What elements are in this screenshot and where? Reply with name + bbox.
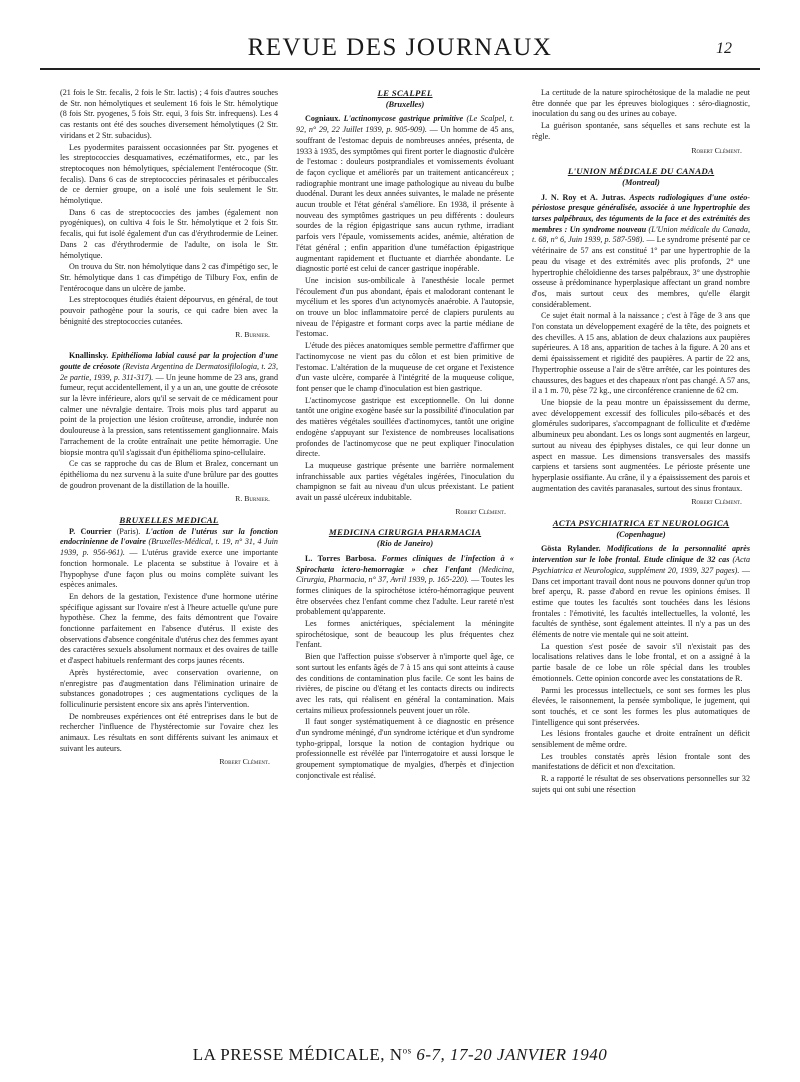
paragraph: Dans 6 cas de streptococcies des jambes (également non pyogéniques), on cultiva 4 fois le Str. hémolytique et 2 fois Str. fecalis, qui fut isolé également d'un cas d'érythrodermie de Leiner. Dans 2 cas d'érythrodermie de l'adulte, on isola le Str. hémolytique. [60,207,278,260]
journal-title: BRUXELLES MEDICAL [119,515,219,526]
paragraph: La muqueuse gastrique présente une barrière normalement infranchissable aux parties végétales ingérées, l'inoculation du champignon se fait au niveau d'un ulcus préexistant. Le patient avait un passé ulcéreux indubitable. [296,460,514,503]
paragraph: Ce sujet était normal à la naissance ; c'est à l'âge de 3 ans que l'on constata un développement exagéré de la tête, des poignets et des chevilles. A 15 ans, ablation de deux chalazions aux paupières supérieures. A 18 ans, apparition de taches à la figure. A 20 ans et demi épaississement et rigidité des paupières. A partir de 22 ans, l'hypertrophie osseuse a l'air de s'être arrêtée, car les pointures des chaussures, des bagues et des chapeaux n'ont pas changé. A 57 ans, il a 1 m. 70, pèse 72 kg., une circonférence cranienne de 62 cm. [532,311,750,396]
article-title: L'action de l'utérus sur la fonction endocrinienne de l'ovaire [60,526,278,547]
journal-city: (Rio de Janeiro) [376,539,434,549]
paragraph: L'actinomycose gastrique est exceptionnelle. On lui donne tantôt une origine exogène basée sur la possibilité d'inoculation par des matières végétales souillées d'actinomyces, tantôt une origine endogène s'appuyant sur l'existence de nombreuses localisations profondes de l'actinomycose que ne peut expliquer l'inoculation directe. [296,395,514,459]
paragraph: Une biopsie de la peau montre un épaississement du derme, avec développement excessif des follicules pilo-sébacés et des glomérules sudoripares, s'accompagnant de folliculite et d'œdème albumineux peu abondant. Les os longs sont augmentés en largeur, surtout au niveau des épiphyses distales, ce qui leur donne un aspect en massue. Les dimensions transversales des massifs carpiens et tarsiens sont augmentées. Le périoste présente une hyperplasie ossifiante. Au crâne, il y a épaississement des parois et augmentation des cavités paranasales, surtout des sinus frontaux. [532,397,750,493]
author-signature: Robert Clément. [455,506,506,516]
paragraph: — Toutes les formes cliniques de la spirochétose ictéro-hémorragique peuvent être observées chez l'enfant comme chez l'adulte. Leur rareté n'est probablement qu'apparente. [296,575,514,617]
article-heading [532,544,750,640]
paragraph: Parmi les processus intellectuels, ce sont ses formes les plus élevées, le raisonnement, la pensée symbolique, le jugement, qui sont touchés, et ce sont les formes les plus automatiques de l'intelligence qui sont préservées. [532,685,750,727]
paragraph: Il faut songer systématiquement à ce diagnostic en présence d'un syndrome méningé, d'un syndrome ictérique et d'un syndrome typho-grippal, lorsque la notion de contagion hydrique ou professionnelle est révélée par l'interrogatoire et aussi lorsque le groupement symptomatique de myalgies, d'herpès et d'injection conjonctivale est réalisé. [296,717,514,780]
article-title: Formes cliniques de l'infection à « Spirochæta ictero-hemorragiæ » chez l'enfant [296,553,514,574]
article-title: Epithélioma labial causé par la projection d'une goutte de créosote [60,351,278,371]
article-title: L'actinomycose gastrique primitive [343,114,464,124]
author-signature: Robert Clément. [691,145,742,155]
paragraph: La question s'est posée de savoir s'il n'existait pas des localisations relatives dans le lobe frontal, et on a assigné à la partie basale de ce lobe un rôle spécial dans les troubles émotionnels. Cette opinion concorde avec les constatations de R. [532,641,750,683]
article-source: (L'Union médicale du Canada, t. 68, n° 6, Juin 1939, p. 587-598). [532,224,750,245]
author-signature: R. Burnier. [235,494,270,504]
paragraph: — Dans cet important travail dont nous ne pouvons donner qu'un trop bref aperçu, R. passe d'abord en revue les opinions émises. Il estime que toutes les facultés sont touchées dans les lésions frontales : l'émotivité, les facultés intellectuelles, la volonté, les facultés de synthèse, sont également atteintes. Il n'y a pas un des éléments de notre vie mentale qui ne soit atteint. [532,565,750,640]
paragraph: Les streptocoques étudiés étaient dépourvus, en général, de tout pouvoir pathogène pour la souris, ce qui cadre bien avec la bénignité des streptococcies cutanées. [60,295,278,326]
article-author-city: (Paris). [116,526,141,536]
paragraph: On trouva du Str. non hémolytique dans 2 cas d'impétigo sec, le Str. hémolytique dans 1 cas d'impétigo de Tilbury Fox, enfin de l'entérocoque dans un ulcère de jambe. [60,262,278,293]
journal-city: (Bruxelles) [385,99,425,109]
journal-title: LE SCALPEL [377,88,433,98]
article-author: Knallinsky. [69,351,109,361]
paragraph: Bien que l'affection puisse s'observer à n'importe quel âge, ce sont surtout les enfants âgés de 7 à 15 ans qui sont atteints à cause des conditions de contamination plus facile. Ce sont les bains de rivières, de piscine ou d'étang et les contacts directs ou indirects avec les rats, qui réalisent en général la contamination. Mais certains milieux professionnels peuvent jouer un rôle. [296,652,514,715]
article-heading [296,554,514,618]
footer-journal: LA PRESSE MÉDICALE, N [192,1045,403,1064]
section-title: REVUE DES JOURNAUX [247,34,553,61]
paragraph: — Un homme de 45 ans, souffrant de l'estomac depuis de nombreuses années, présenta, de 1933 à 1935, des symptômes qui firent porter le diagnostic d'ulcère de l'estomac : douleurs postprandiales et vomissements évoluant de façon cyclique et améliorés par un traitement anticancéreux ; radiographie montrant une image pathologique au niveau du bulbe duodénal. Durant les deux années suivantes, le malade ne présente aucun trouble et l'état général s'améliore. En 1938, il présente à nouveau des symptômes gastriques un peu différents : douleurs sourdes de la région épigastrique sans aucun rythme, irradiant parfois vers l'épaule, vomissements acides, anémie, altération de l'état général ; enfin apparition d'une tuméfaction épigastrique augmentant rapidement et fluctuante et diarrhée abondante. Le diagnostic porté est celui de cancer gastrique inopérable. [296,125,514,274]
article-source: (Le Scalpel, t. 92, n° 29, 22 Juillet 1939, p. 905-909). [296,114,514,135]
article-source: (Medicina, Cirurgia, Pharmacia, n° 37, Avril 1939, p. 165-220). [296,564,514,585]
article-heading [60,527,278,591]
author-signature: R. Burnier. [235,330,270,340]
article-title: Modifications de la personnalité après intervention sur le lobe frontal. Etude clinique de 32 cas [532,544,750,565]
paragraph: Ce cas se rapproche du cas de Blum et Bralez, concernant un épithélioma du nez survenu à la suite d'une brûlure par des gouttes de goudron provenant de la distillation de la houille. [60,459,278,490]
article-columns [60,88,750,1020]
footer-issue: 6-7, 17-20 JANVIER 1940 [416,1045,608,1064]
article-heading [532,193,750,311]
paragraph: En dehors de la gestation, l'existence d'une hormone utérine spécifique agissant sur l'ovaire n'est à l'heure actuelle qu'une pure hypothèse. Chez la femme, des faits démontrent que l'ovaire fonctionne parfaitement en l'absence d'utérus. Il existe des observations d'absence congénitale d'utérus chez des femmes ayant des caractères sexuels absolument normaux et des ovaires de taille et d'aspect habituels renfermant des corps jaunes récents. [60,591,278,666]
article-author: L. Torres Barbosa. [305,553,377,563]
paragraph: Après hystérectomie, avec conservation ovarienne, on n'enregistre pas d'augmentation dans l'élimination urinaire de substances gonadotropes ; ces augmentations cycliques de la folliculinurie persistent encore six ans après l'intervention. [60,667,278,709]
paragraph: — L'utérus gravide exerce une importante fonction hormonale. Le placenta se substitue à l'ovaire et à l'hypophyse d'une façon plus ou moins complète suivant les espèces animales. [60,548,278,590]
journal-title: L'UNION MÉDICALE DU CANADA [567,166,715,177]
page-footer [0,1045,800,1065]
footer-sup: os [402,1045,412,1056]
journal-city: (Copenhague) [616,529,666,539]
article-author: P. Courrier [69,526,112,536]
journal-title: MEDICINA CIRURGIA PHARMACIA [328,527,482,538]
journal-title: ACTA PSYCHIATRICA ET NEUROLOGICA [552,518,730,529]
article-heading [60,351,278,458]
paragraph: La guérison spontanée, sans séquelles et sans rechute est la règle. [532,121,750,141]
column-2 [296,88,514,1020]
page-header [40,32,760,70]
paragraph: Les pyodermites paraissent occasionnées par Str. pyogenes et les streptococcies desquamatives, eczématiformes, etc., par les streptocoques non hémolytiques, spécialement l'entérocoque (Str. fecalis). Dans 6 cas de streptococcies périnasales et péribuccales de ce dernier groupe, on a isolé une fois seulement le Str. hémolytique. [60,142,278,206]
article-source: (Bruxelles-Médical, t. 19, n° 31, 4 Juin 1939, p. 956-961). [60,537,278,558]
author-signature: Robert Clément. [219,757,270,767]
article-author: Cogniaux. [305,114,341,124]
article-author: J. N. Roy et A. Jutras. [541,192,626,202]
column-3 [532,88,750,1020]
paragraph: — Un jeune homme de 23 ans, grand fumeur, reçut accidentellement, il y a un an, une goutte de créosote sur la lèvre inférieure, alors qu'il se servait de ce médicament pour calmer une névralgie dentaire. Trois mois plus tard apparut au point de la projection une lésion croûteuse, arrondie, indurée non douloureuse à la pression, sans retentissement ganglionnaire. Mais l'arrachement de la croûte entraînait une petite hémorragie. Une biopsie montra qu'il s'agissait d'un épithélioma spino-cellulaire. [60,372,278,457]
paragraph: (21 fois le Str. fecalis, 2 fois le Str. lactis) ; 4 fois d'autres souches de Str. non hémolytiques et seulement 16 fois le Str. hémolytique (8 fois Str. pyogenes, 5 fois Str. equi, 3 fois Str. infrequens). Les 4 cas restants ont été des souches diversement hémolytiques (2 Str. viridans et 2 Str. subacidus). [60,88,278,140]
paragraph: — Le syndrome présenté par ce vétérinaire de 57 ans est constitué 1° par une hypertrophie de la peau du visage et des extrémités avec plis profonds, 2° une hypertrophie chéloïdienne des tarses palpébraux, 3° une dystrophie osseuse à prédominance hyperplasique affectant un grand nombre d'os, mais surtout ceux des membres, qu'elle élargit considérablement. [532,235,750,309]
paragraph: La certitude de la nature spirochétosique de la maladie ne peut être donnée que par les épreuves biologiques : séro-diagnostic, inoculation du sang ou des urines au cobaye. [532,88,750,119]
paragraph: Les lésions frontales gauche et droite entraînent un déficit sensiblement de même ordre. [532,729,750,750]
column-1 [60,88,278,1020]
paragraph: R. a rapporté le résultat de ses observations personnelles sur 32 sujets qui ont subi une résection [532,774,750,794]
page-number: 12 [716,40,732,57]
paragraph: Une incision sus-ombilicale à l'anesthésie locale permet l'écoulement d'un pus abondant, épais et malodorant contenant le mycélium et les spores d'un actynomycès anaérobie. A l'autopsie, on trouve un bloc inflammatoire percé de clapiers purulents au niveau de l'épigastre et formant corps avec la partie médiane de l'estomac. [296,275,514,339]
article-source: (Acta Psychiatrica et Neurologica, supplément 20, 1939, 327 pages). [532,555,750,575]
journal-city: (Montreal) [622,177,660,187]
paragraph: Les formes anictériques, spécialement la méningite spirochétosique, sont de beaucoup les plus fréquentes chez l'enfant. [296,619,514,650]
article-heading [296,114,514,275]
paragraph: De nombreuses expériences ont été entreprises dans le but de rechercher l'influence de l'hystérectomie sur l'ovaire chez les animaux. Les résultats en sont différents suivant les animaux et suivant les auteurs. [60,711,278,753]
paragraph: L'étude des pièces anatomiques semble permettre d'affirmer que l'actinomycose ne vient pas du côlon et est bien primitive de l'estomac. L'altération de la muqueuse de cet organe et l'existence d'un vaste ulcère, comparée à l'intégrité de la muqueuse colique, font penser que le champ d'inoculation est bien gastrique. [296,341,514,393]
article-title: Aspects radiologiques d'une ostéo-périostose presque généralisée, associée à une hypertrophie des tarses palpébraux, des téguments de la face et des extrémités des membres : Un syndrome nouveau [532,192,750,234]
article-source: (Revista Argentina de Dermatosifilologia, t. 23, 2e partie, 1939, p. 311-317). [60,361,278,382]
author-signature: Robert Clément. [691,497,742,507]
article-author: Gösta Rylander. [541,544,601,554]
paragraph: Les troubles constatés après lésion frontale sont des manifestations de déficit et non d'excitation. [532,751,750,772]
